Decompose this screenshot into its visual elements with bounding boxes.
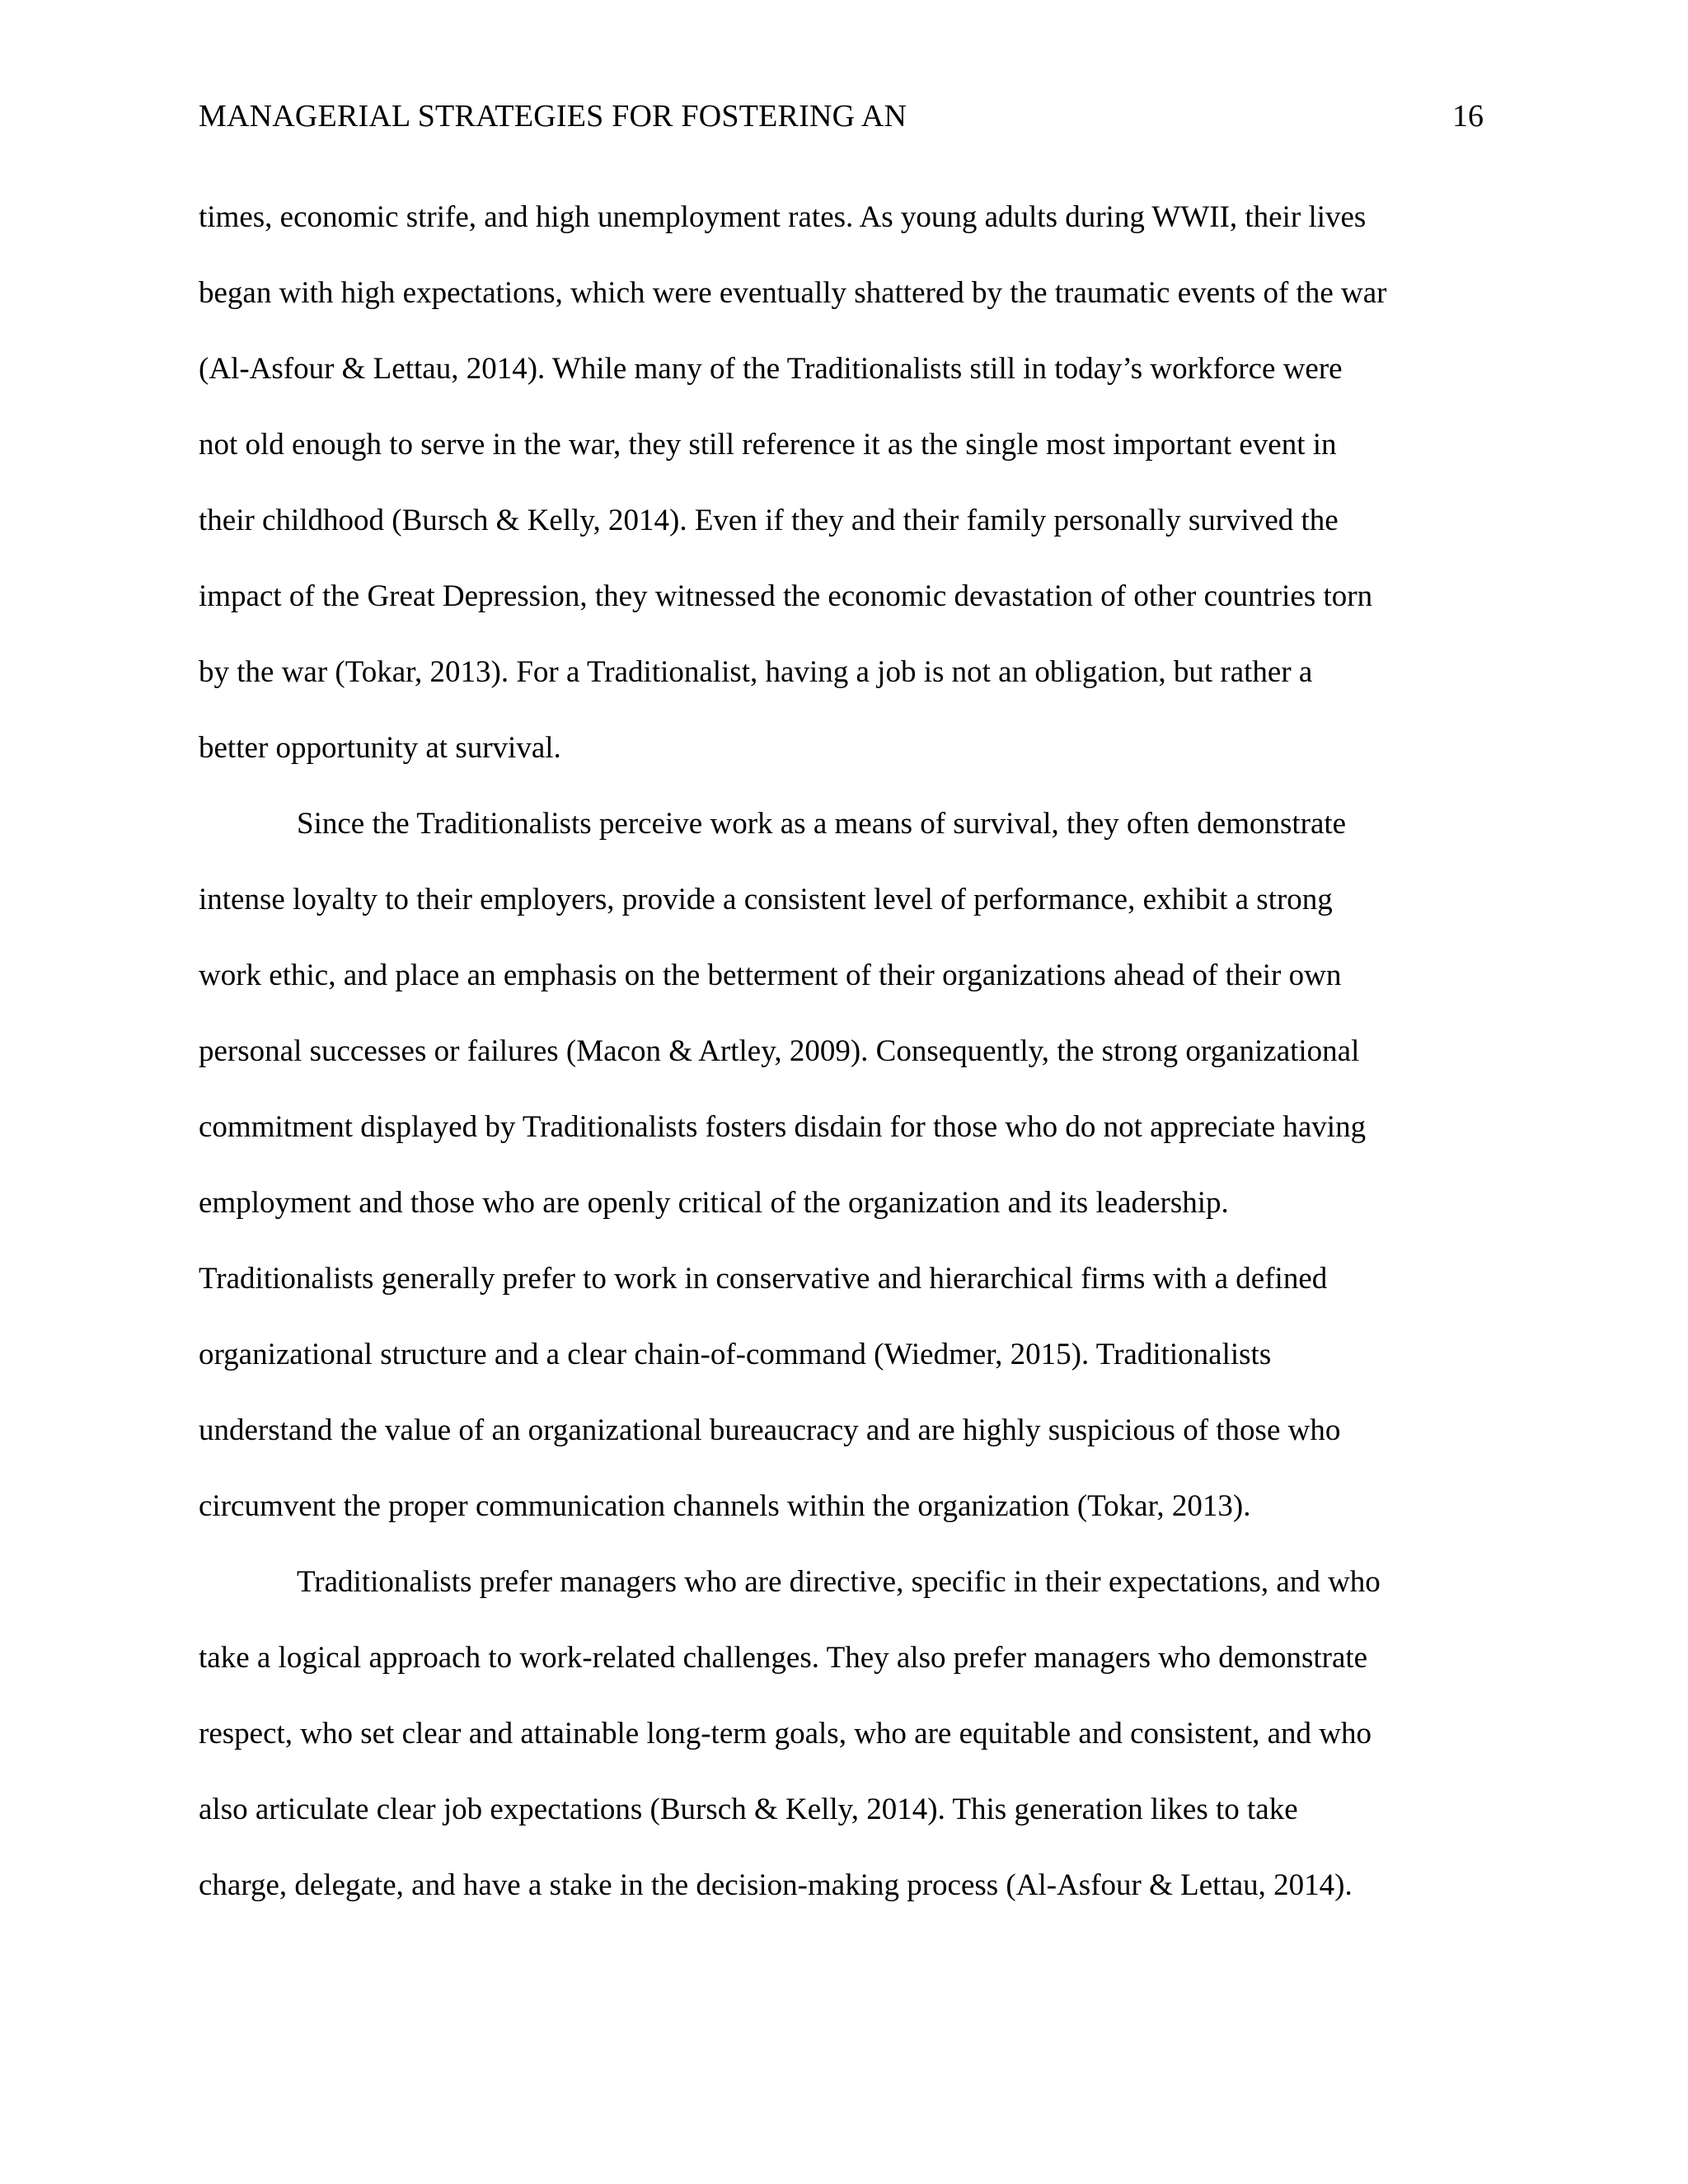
body-line: work ethic, and place an emphasis on the betterment of their organizations ahead of their own xyxy=(199,958,1342,992)
body-line: not old enough to serve in the war, they still reference it as the single most important event in xyxy=(199,428,1337,462)
paragraph-first-line: Since the Traditionalists perceive work as a means of survival, they often demonstrate xyxy=(297,807,1347,841)
body-line: began with high expectations, which were eventually shattered by the traumatic events of the war xyxy=(199,276,1387,310)
body-line: by the war (Tokar, 2013). For a Traditionalist, having a job is not an obligation, but rather a xyxy=(199,655,1313,689)
body-line: impact of the Great Depression, they witnessed the economic devastation of other countries torn xyxy=(199,579,1373,613)
page-number: 16 xyxy=(1452,99,1484,134)
body-line: understand the value of an organizational bureaucracy and are highly suspicious of those who xyxy=(199,1413,1341,1447)
body-line: better opportunity at survival. xyxy=(199,731,561,765)
body-line: commitment displayed by Traditionalists fosters disdain for those who do not appreciate having xyxy=(199,1110,1367,1144)
paragraph-first-line: Traditionalists prefer managers who are directive, specific in their expectations, and who xyxy=(297,1565,1381,1599)
body-line: take a logical approach to work-related challenges. They also prefer managers who demonstrate xyxy=(199,1641,1368,1675)
body-line: charge, delegate, and have a stake in the decision-making process (Al-Asfour & Lettau, 2014). xyxy=(199,1868,1353,1902)
body-line: (Al-Asfour & Lettau, 2014). While many of the Traditionalists still in today’s workforce were xyxy=(199,352,1343,386)
running-head: MANAGERIAL STRATEGIES FOR FOSTERING AN xyxy=(199,99,907,134)
body-line: times, economic strife, and high unemployment rates. As young adults during WWII, their lives xyxy=(199,200,1367,234)
body-line: personal successes or failures (Macon & Artley, 2009). Consequently, the strong organizational xyxy=(199,1034,1360,1068)
body-line: respect, who set clear and attainable long-term goals, who are equitable and consistent, and who xyxy=(199,1717,1372,1750)
body-line: also articulate clear job expectations (Bursch & Kelly, 2014). This generation likes to take xyxy=(199,1793,1298,1826)
body-line: their childhood (Bursch & Kelly, 2014). Even if they and their family personally survived the xyxy=(199,504,1339,537)
body-line: employment and those who are openly critical of the organization and its leadership. xyxy=(199,1186,1229,1220)
body-line: Traditionalists generally prefer to work in conservative and hierarchical firms with a defined xyxy=(199,1262,1328,1296)
body-line: circumvent the proper communication channels within the organization (Tokar, 2013). xyxy=(199,1489,1251,1523)
body-line: organizational structure and a clear chain-of-command (Wiedmer, 2015). Traditionalists xyxy=(199,1338,1272,1371)
body-line: intense loyalty to their employers, provide a consistent level of performance, exhibit a strong xyxy=(199,883,1333,916)
